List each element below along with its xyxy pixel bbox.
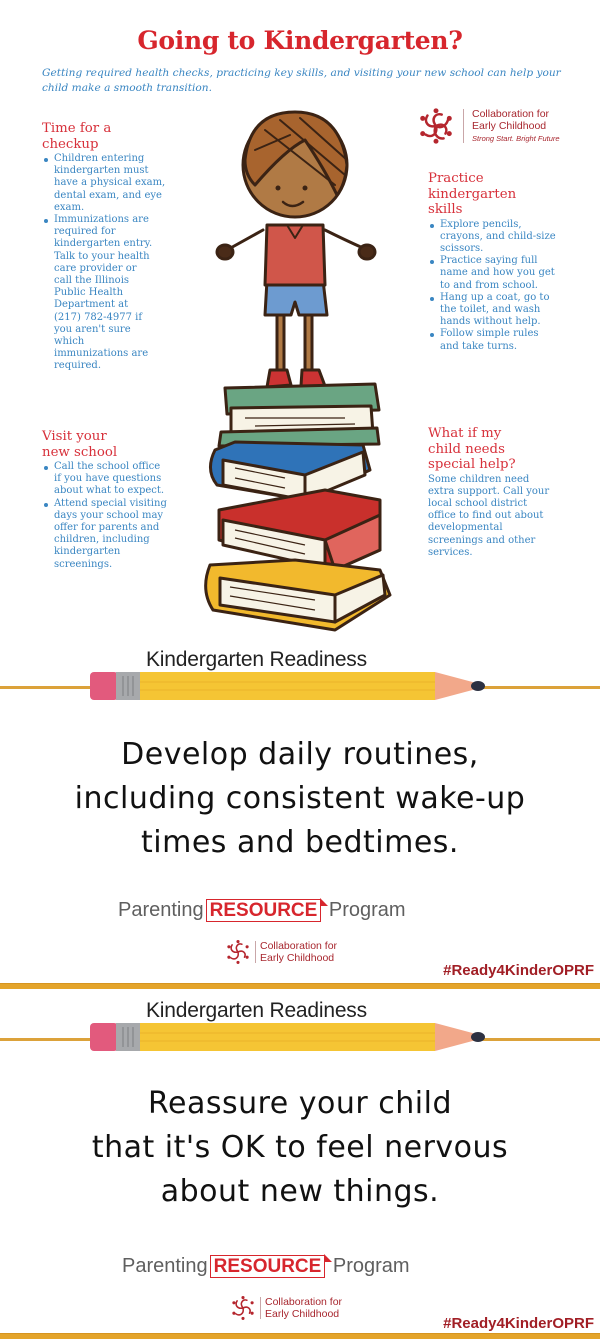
collaboration-mandala-icon [230,1295,256,1321]
logo-name: Collaboration for Early Childhood [472,108,550,132]
section-special-help [428,426,556,559]
logo-name: Collaboration for Early Childhood [260,940,338,964]
banner-title: Kindergarten Readiness [146,648,367,671]
logo-divider [260,1297,261,1319]
child-on-books-illustration [195,90,410,635]
readiness-card-2 [0,995,600,1339]
logo-name: Collaboration for Early Childhood [265,1296,343,1320]
list-item: Attend special visiting days your school may offer for parents and children, including kindergarten screenings. [42,498,170,571]
list-item: Practice saying full name and how you get to and from school. [428,255,556,292]
list-item: Follow simple rules and take turns. [428,328,556,352]
section-heading: Visit your new school [42,429,118,460]
list-item: Explore pencils, crayons, and child-size scissors. [428,219,556,256]
kindergarten-flyer [0,0,600,640]
pencil-banner [0,644,600,694]
collaboration-logo [417,105,587,147]
logo-divider [255,941,256,963]
collaboration-mandala-icon [225,939,251,965]
section-skills [428,171,556,353]
hashtag: #Ready4KinderOPRF [443,1315,594,1332]
gold-divider [0,1333,600,1339]
bullet-list [428,219,556,353]
parenting-resource-program-logo: Parenting RESOURCE Program [118,899,406,921]
collaboration-logo-small [225,939,365,969]
section-heading: Time for a checkup [42,121,112,152]
readiness-card-1 [0,640,600,995]
section-heading: Practice kindergarten skills [428,171,517,217]
bullet-list [42,461,170,571]
section-checkup [42,121,170,373]
logo-tagline: Strong Start. Bright Future [472,134,560,143]
pencil-icon [90,1023,500,1055]
section-visit-school [42,429,170,571]
collaboration-mandala-icon [417,107,455,145]
list-item: Children entering kindergarten must have a physical exam, dental exam, and eye exam. [42,153,170,214]
tip-quote: Develop daily routines, including consistent wake-up times and bedtimes. [74,737,526,860]
tip-quote: Reassure your child that it's OK to feel nervous about new things. [91,1086,509,1209]
section-heading: What if my child needs special help? [428,426,516,472]
parenting-resource-program-logo: Parenting RESOURCE Program [122,1255,410,1277]
logo-divider [463,109,464,143]
bullet-list [42,153,170,373]
collaboration-logo-small [230,1295,370,1325]
list-item: Call the school office if you have questions about what to expect. [42,461,170,498]
gold-divider [0,983,600,989]
flyer-title: Going to Kindergarten? [137,26,463,55]
flyer-subtitle: Getting required health checks, practicing key skills, and visiting your new school can help your child make a smooth transition. [42,67,561,94]
pencil-banner [0,995,600,1045]
hashtag: #Ready4KinderOPRF [443,962,594,979]
pencil-icon [90,672,500,704]
section-body: Some children need extra support. Call your local school district office to find out about developmental screenings and other services. [428,473,550,558]
list-item: Hang up a coat, go to the toilet, and wash hands without help. [428,292,556,329]
list-item: Immunizations are required for kindergarten entry. Talk to your health care provider or call the Illinois Public Health Department at (217) 782-4977 if you aren't sure which immunizations are required. [42,214,154,373]
banner-title: Kindergarten Readiness [146,999,367,1022]
